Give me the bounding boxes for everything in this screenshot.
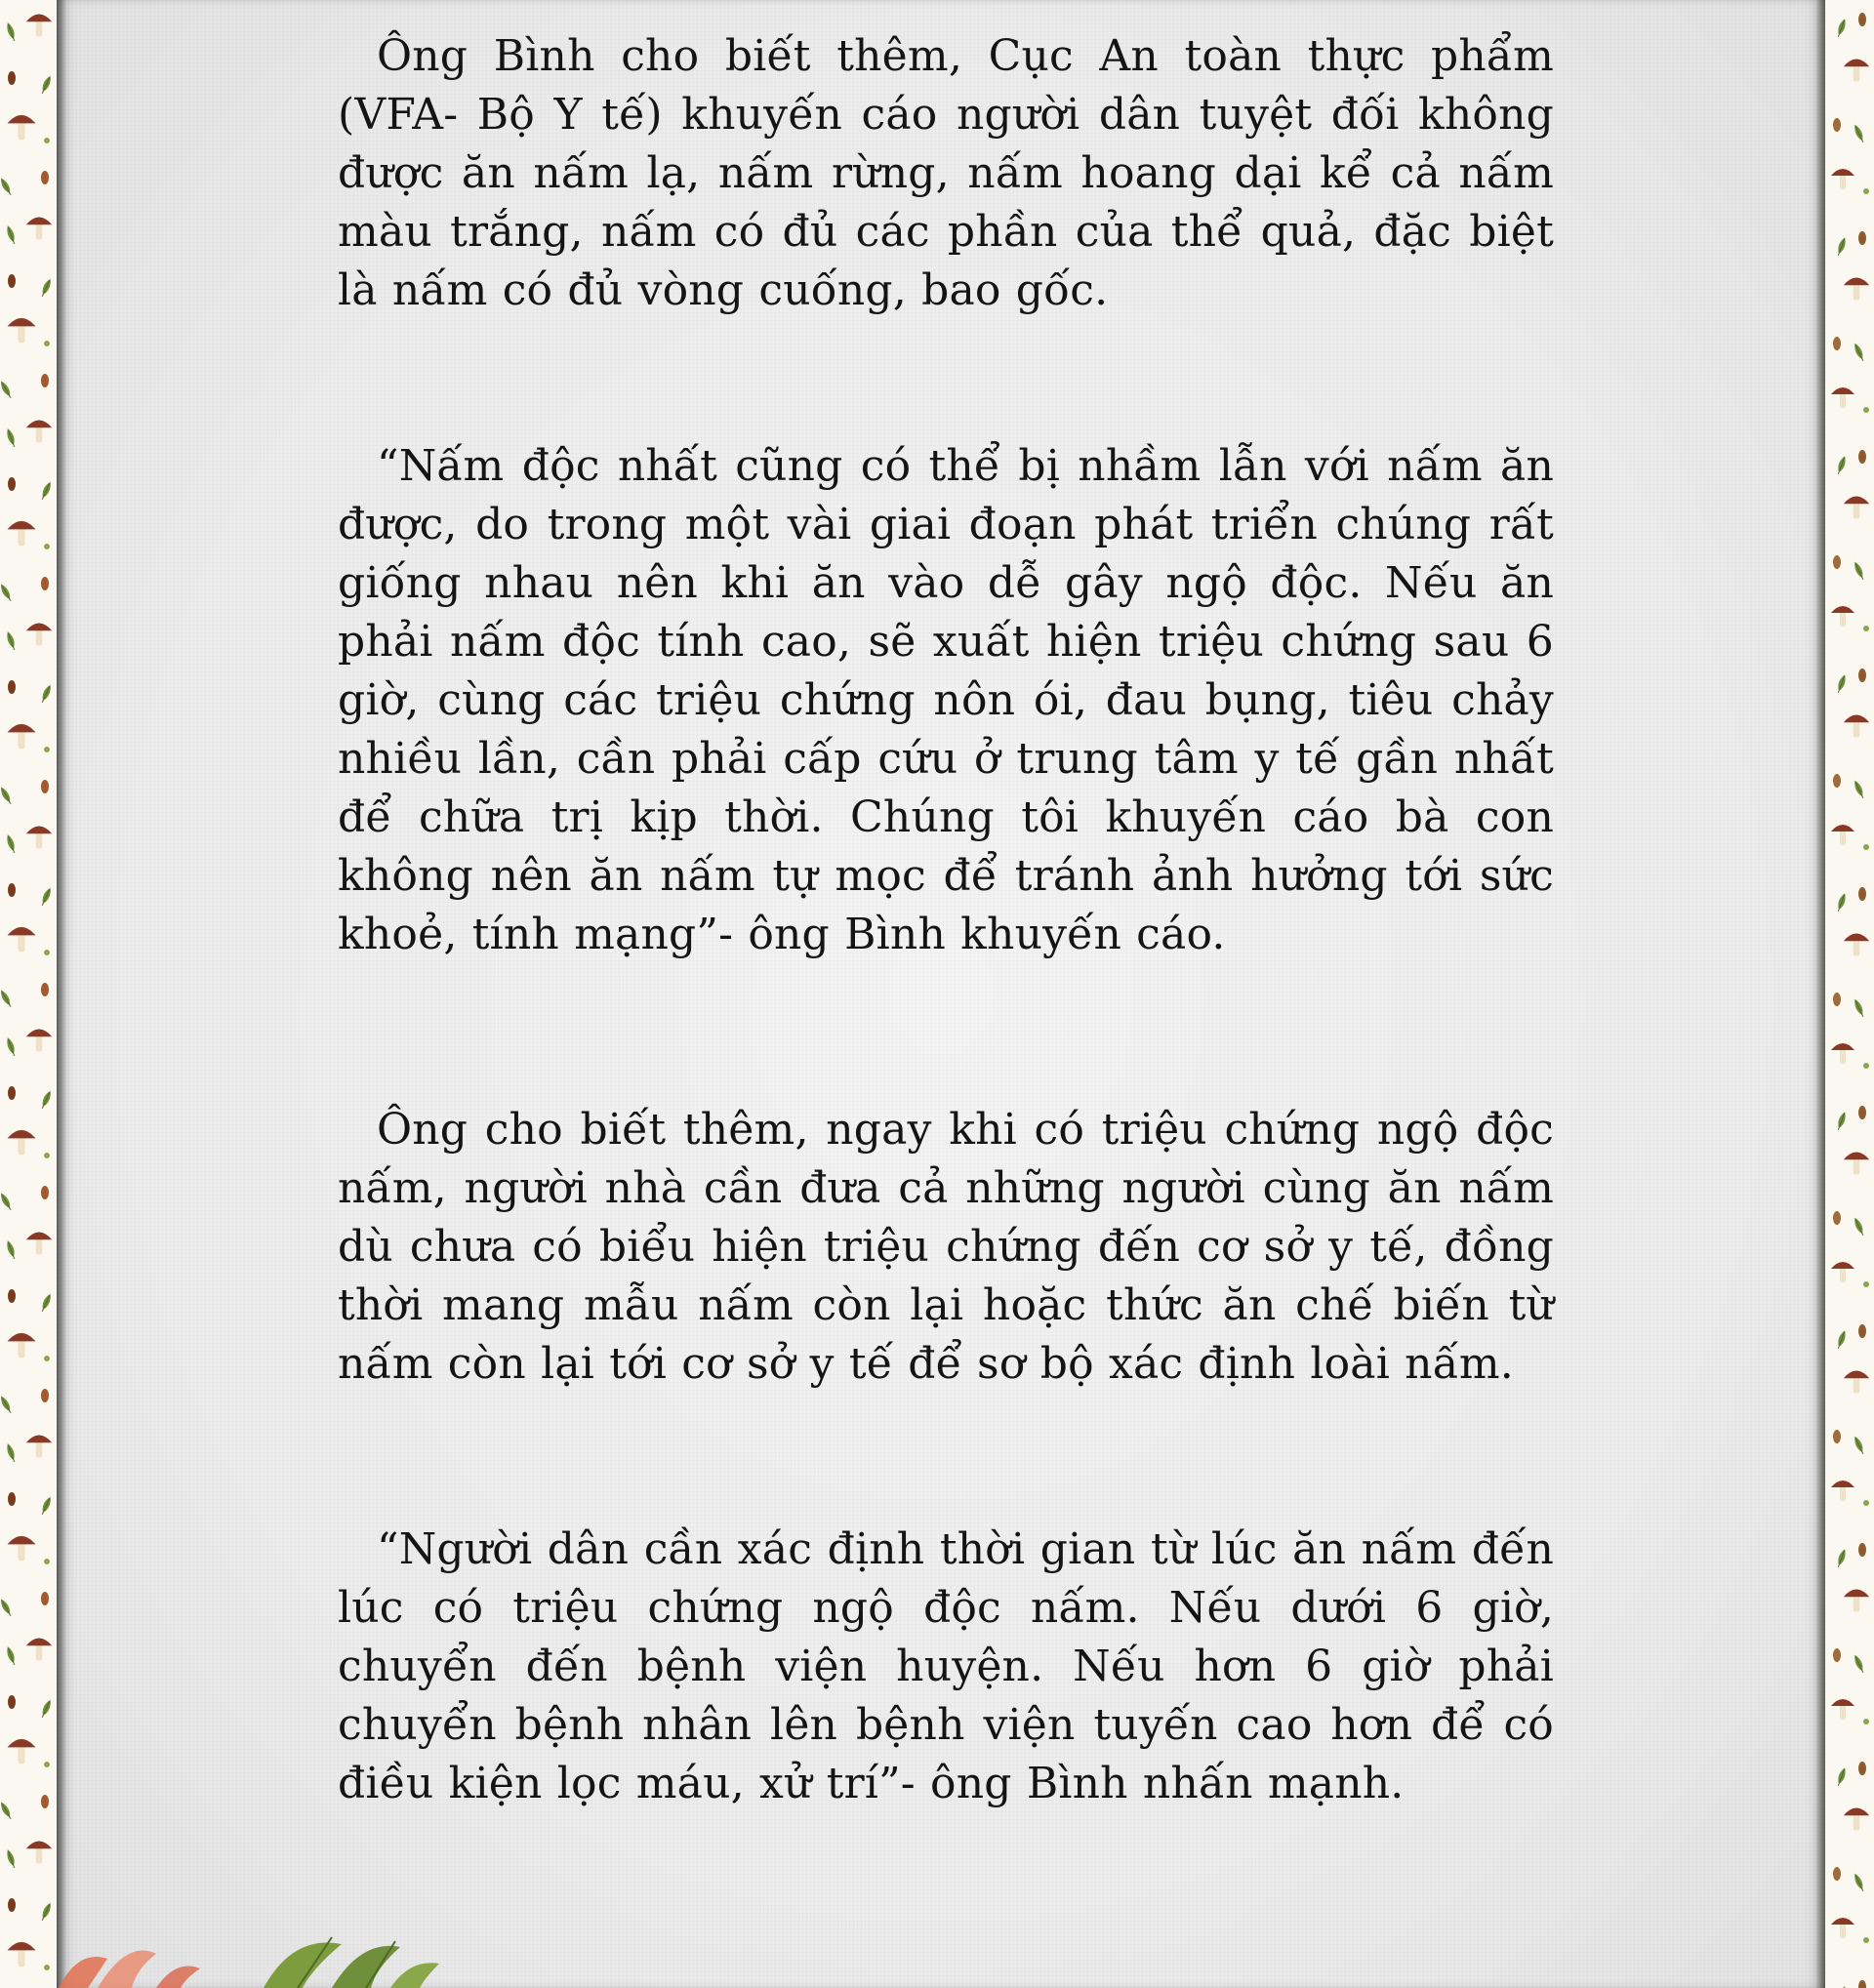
foliage-decoration-icon bbox=[39, 1929, 468, 1988]
mushroom-pattern-icon bbox=[0, 0, 57, 1988]
paragraph-1: Ông Bình cho biết thêm, Cục An toàn thực phẩm (VFA- Bộ Y tế) khuyến cáo người dân tuyệt đối không được ăn nấm lạ, nấm rừng, nấm hoang dại kể cả nấm màu trắng, nấm có đủ các phần của thể quả, đặc biệt là nấm có đủ vòng cuống, bao gốc. bbox=[338, 31, 1554, 315]
left-border-pattern bbox=[0, 0, 57, 1988]
article-body bbox=[338, 27, 1554, 1813]
paragraph-2: “Nấm độc nhất cũng có thể bị nhầm lẫn với nấm ăn được, do trong một vài giai đoạn phát triển chúng rất giống nhau nên khi ăn vào dễ gây ngộ độc. Nếu ăn phải nấm độc tính cao, sẽ xuất hiện triệu chứng sau 6 giờ, cùng các triệu chứng nôn ói, đau bụng, tiêu chảy nhiều lần, cần phải cấp cứu ở trung tâm y tế gần nhất để chữa trị kịp thời. Chúng tôi khuyến cáo bà con không nên ăn nấm tự mọc để tránh ảnh hưởng tới sức khoẻ, tính mạng”- ông Bình khuyến cáo. bbox=[338, 441, 1554, 959]
paragraph-4: “Người dân cần xác định thời gian từ lúc ăn nấm đến lúc có triệu chứng ngộ độc nấm. Nếu dưới 6 giờ, chuyển đến bệnh viện huyện. Nếu hơn 6 giờ phải chuyển bệnh nhân lên bệnh viện tuyến cao hơn để có điều kiện lọc máu, xử trí”- ông Bình nhấn mạnh. bbox=[338, 1524, 1554, 1808]
mushroom-pattern-icon bbox=[1825, 0, 1874, 1988]
paragraph-3: Ông cho biết thêm, ngay khi có triệu chứng ngộ độc nấm, người nhà cần đưa cả những người cùng ăn nấm dù chưa có biểu hiện triệu chứng đến cơ sở y tế, đồng thời mang mẫu nấm còn lại hoặc thức ăn chế biến từ nấm còn lại tới cơ sở y tế để sơ bộ xác định loài nấm. bbox=[338, 1105, 1554, 1389]
right-border-pattern bbox=[1825, 0, 1874, 1988]
